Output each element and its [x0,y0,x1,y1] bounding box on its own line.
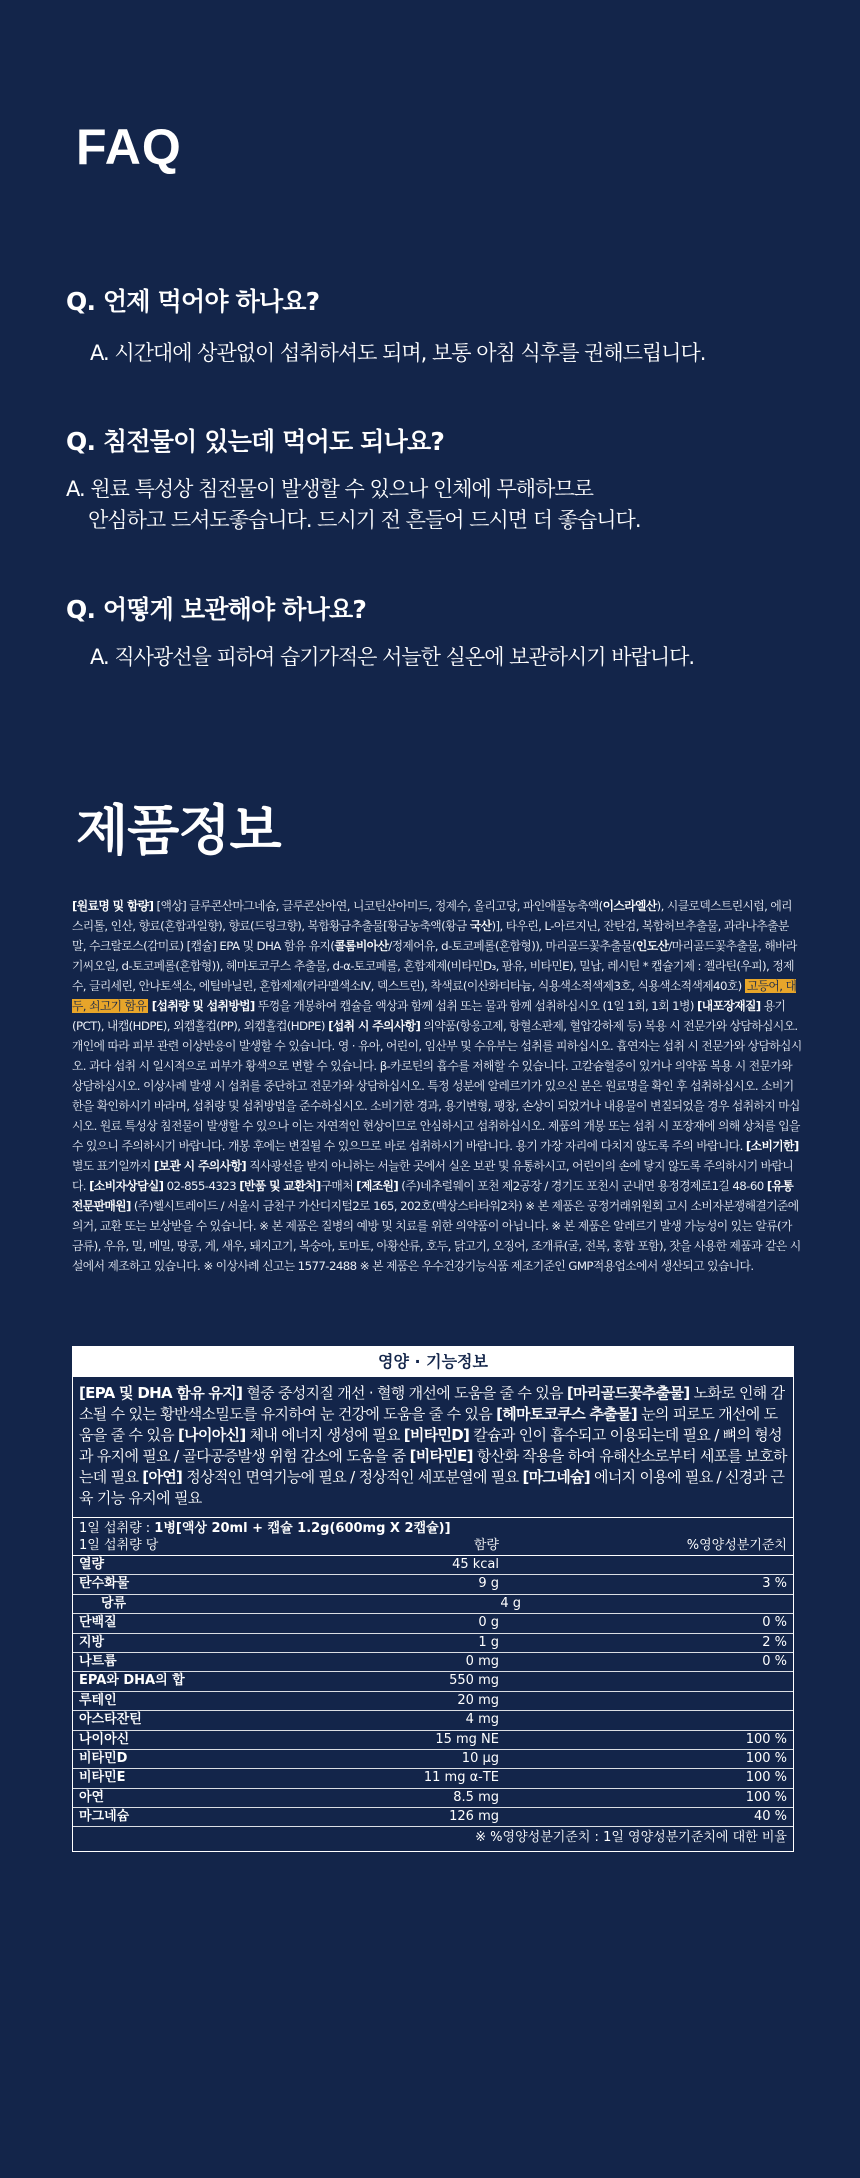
func-text: 혈중 중성지질 개선 · 혈행 개선에 도움을 줄 수 있음 [242,1384,567,1402]
distributor-label: [유통전문판매원] [72,1179,794,1213]
return-text: 구매처 [320,1179,357,1193]
cell-pct: 100 % [745,1789,787,1805]
origin-korea: 국산 [469,919,492,933]
ingredients-label: [원료명 및 함량] [72,899,154,913]
cell-name: 비타민E [79,1770,126,1786]
packaging-text: 용기(PCT), 내캡(HDPE), 외캡홀컵(PP), 외캡홀컵(HDPE) [72,999,786,1033]
nutrition-rows [73,1556,793,1827]
cell-pct: 2 % [762,1634,787,1650]
nutrition-title: 영양 · 기능정보 [73,1347,793,1377]
packaging-label: [내포장재질] [697,999,761,1013]
faq-heading: FAQ [76,119,182,175]
faq-answer [66,338,826,369]
allergen-highlight: 고등어, 대두, 쇠고기 함유 [72,979,797,1013]
func-label: [비타민D] [403,1426,470,1444]
cell-pct: 100 % [745,1750,787,1766]
cell-name: 나이아신 [79,1731,130,1747]
cell-pct [499,1692,787,1710]
maker-text: (주)네추럴웨이 포천 제2공장 / 경기도 포천시 군내면 용정경제로1길 48-60 [398,1179,767,1193]
intake-text: 뚜껑을 개봉하여 캡슐을 액상과 함께 섭취 또는 물과 함께 섭취하십시오 (1일 1회, 1회 1병) [254,999,698,1013]
table-row [73,1808,793,1827]
cell-amt: 126 mg [449,1809,499,1825]
footnote: ※ %영양성분기준치 : 1일 영양성분기준치에 대한 비율 [475,1830,787,1846]
consult-label: [소비자상담실] [89,1179,164,1193]
faq-answer [66,474,826,536]
cell-pct: 0 % [762,1653,787,1669]
cell-amt: 45 kcal [452,1557,499,1572]
ingredients-text: /마리골드꽃추출물, 해바라기씨오일, d-토코페롤(혼합형)), 헤마토코쿠스 추출물, d-α-토코페롤, 혼합제제(비타민D₃, 팜유, 비타민E), 밀납, 레시틴 * 캡슐기제 : 젤라틴(우피), 정제수, 글리세린, 안나토색소, 에틸바닐린, 혼합제제(카라멜색소IV, 덱스트린), 착색료(이산화티타늄, 식용색소적색제3호, 식용색소적색제40호) [72,939,797,993]
ingredients-text: )], 타우린, L-아르지닌, 잔탄검, 복합허브추출물, 과라나추출분말, 수크랄로스(감미료) [캡슐] EPA 및 DHA 함유 유지( [72,919,789,953]
func-label: [마리골드꽃추출물] [566,1384,690,1402]
func-text: 항산화 작용을 하여 유해산소로부터 세포를 보호하는데 필요 [79,1447,787,1486]
nutrition-table [72,1346,794,1852]
func-text: 체내 에너지 생성에 필요 [245,1426,404,1444]
func-label: [헤마토코쿠스 추출물] [496,1405,638,1423]
faq-item [66,282,826,369]
ingredients-text: /정제어유, d-토코페롤(혼합형)), 마리골드꽃추출물( [388,939,636,953]
caution-label: [섭취 시 주의사항] [328,1019,421,1033]
table-row [73,1731,793,1750]
func-text: 노화로 인해 감소될 수 있는 황반색소밀도를 유지하여 눈 건강에 도움을 줄 수 있음 [79,1384,785,1423]
origin-india: 인도산 [635,939,669,953]
functional-info [73,1377,793,1518]
table-row [73,1634,793,1653]
cell-name: 지방 [79,1634,105,1650]
table-row [73,1711,793,1730]
cell-name: 단백질 [79,1615,117,1631]
cell-name: 나트륨 [79,1653,117,1669]
func-text: 칼슘과 인이 흡수되고 이용되는데 필요 / 뼈의 형성과 유지에 필요 / 골다공증발생 위험 감소에 도움을 줌 [79,1426,782,1465]
func-label: [EPA 및 DHA 함유 유지] [79,1384,243,1402]
table-header [73,1537,793,1556]
origin-israel: 이스라엘산 [602,899,657,913]
func-label: [아연] [142,1468,183,1486]
cell-name: 아연 [79,1789,105,1805]
expiry-text: 별도 표기일까지 [72,1159,154,1173]
cell-amt: 550 mg [449,1673,499,1689]
cell-pct [499,1556,787,1574]
table-row [73,1789,793,1808]
func-text: 에너지 이용에 필요 / 신경과 근육 기능 유지에 필요 [79,1468,785,1507]
serving-value: 1병[액상 20ml + 캡슐 1.2g(600mg X 2캡슐)] [154,1521,451,1536]
faq-answer-line: A. 원료 특성상 침전물이 발생할 수 있으나 인체에 무해하므로 [66,477,593,501]
maker-label: [제조원] [356,1179,399,1193]
product-info-text [72,896,802,1276]
faq-question: Q. 침전물이 있는데 먹어도 되나요? [66,427,445,456]
serving-prefix: 1일 섭취량 : [79,1521,155,1536]
table-row [73,1769,793,1788]
cell-amt: 0 g [478,1615,499,1631]
table-row [73,1672,793,1691]
faq-answer [66,642,826,673]
ingredients-text: ), 시클로덱스트린시럽, 에리스리톨, 인산, 향료(혼합과일향), 향료(드링크향), 복합황금추출물[황금농축액(황금 [72,899,792,933]
table-row [73,1750,793,1769]
cell-pct: 100 % [745,1770,787,1786]
cell-amt: 10 μg [461,1750,499,1766]
faq-answer-line: A. 직사광선을 피하여 습기가적은 서늘한 실온에 보관하시기 바랍니다. [90,645,695,669]
cell-pct: 0 % [762,1615,787,1631]
faq-answer-line: 안심하고 드셔도좋습니다. 드시기 전 흔들어 드시면 더 좋습니다. [88,508,641,532]
table-row [73,1692,793,1711]
serving-size [73,1518,793,1537]
cell-name: 탄수화물 [79,1576,130,1592]
cell-pct: 40 % [753,1809,787,1825]
cell-pct: 3 % [762,1576,787,1592]
func-label: [비타민E] [409,1447,473,1465]
table-row [73,1556,793,1575]
header-name: 1일 섭취량 당 [79,1538,159,1553]
faq-question: Q. 언제 먹어야 하나요? [66,287,320,316]
cell-amt: 4 mg [465,1712,499,1728]
cell-pct [499,1711,787,1729]
cell-amt: 8.5 mg [453,1789,499,1805]
cell-pct [499,1672,787,1690]
cell-name: 비타민D [79,1750,128,1766]
cell-name: EPA와 DHA의 합 [79,1673,185,1689]
table-row [73,1595,793,1614]
product-info-title: 제품정보 [76,799,281,862]
storage-label: [보관 시 주의사항] [153,1159,247,1173]
faq-item [66,590,826,673]
faq-item [66,422,826,536]
func-text: 눈의 피로도 개선에 도움을 줄 수 있음 [79,1405,778,1444]
header-amount: 함량 [473,1538,499,1553]
cell-amt: 0 mg [465,1653,499,1669]
header-percent: %영양성분기준치 [686,1538,787,1553]
cell-name: 마그네슘 [79,1809,130,1825]
func-label: [마그네슘] [522,1468,590,1486]
ingredients-text: [액상] 글루콘산마그네슘, 글루콘산아연, 니코틴산아미드, 정제수, 올리고당, 파인애플농축액( [153,899,603,913]
cell-name: 루테인 [79,1692,117,1708]
cell-amt: 15 mg NE [435,1731,499,1747]
func-label: [나이아신] [178,1426,246,1444]
func-text: 정상적인 면역기능에 필요 / 정상적인 세포분열에 필요 [182,1468,523,1486]
return-label: [반품 및 교환처] [239,1179,321,1193]
table-row [73,1575,793,1594]
storage-text: 직사광선을 받지 아니하는 서늘한 곳에서 실온 보관 및 유통하시고, 어린이의 손에 닿지 않도록 주의하시기 바랍니다. [72,1159,794,1193]
cell-pct: 100 % [745,1731,787,1747]
cell-amt: 9 g [478,1576,499,1592]
cell-name: 열량 [79,1557,105,1572]
faq-question: Q. 어떻게 보관해야 하나요? [66,595,367,624]
cell-amt: 11 mg α-TE [423,1770,499,1786]
table-row [73,1614,793,1633]
cell-amt: 4 g [500,1595,521,1611]
table-row [73,1653,793,1672]
cell-pct [521,1595,787,1613]
consult-text: 02-855-4323 [163,1179,240,1193]
origin-colombia: 콜롬비아산 [334,939,389,953]
cell-name: 당류 [101,1595,127,1611]
intake-label: [섭취량 및 섭취방법] [148,999,255,1013]
faq-answer-line: A. 시간대에 상관없이 섭취하셔도 되며, 보통 아침 식후를 권해드립니다. [90,341,706,365]
cell-amt: 1 g [478,1634,499,1650]
expiry-label: [소비기한] [745,1139,799,1153]
cell-name: 아스타잔틴 [79,1712,142,1728]
cell-amt: 20 mg [457,1692,499,1708]
distributor-text: (주)헬시트레이드 / 서울시 금천구 가산디지털2로 165, 202호(백상스타타워2차) ※ 본 제품은 공정거래위원회 고시 소비자분쟁해결기준에 의거, 교환 또는 보상받을 수 있습니다. ※ 본 제품은 질병의 예방 및 치료를 위한 의약품이 아닙니다. ※ 본 제품은 알레르기 발생 가능성이 있는 알류(가금류), 우유, 밀, 메밀, 땅콩, 게, 새우, 돼지고기, 복숭아, 토마토, 아황산류, 호두, 닭고기, 오징어, 조개류(굴, 전복, 홍합 포함), 잣을 사용한 제품과 같은 시설에서 제조하고 있습니다. ※ 이상사례 신고는 1577-2488 ※ 본 제품은 우수건강기능식품 제조기준인 GMP적용업소에서 생산되고 있습니다. [72,1199,801,1273]
caution-text: 의약품(항응고제, 항혈소판제, 혈압강하제 등) 복용 시 전문가와 상담하십시오. 개인에 따라 피부 관련 이상반응이 발생할 수 있습니다. 영 · 유아, 어린이, 임산부 및 수유부는 섭취를 피하십시오. 흡연자는 섭취 시 전문가와 상담하십시오. 과다 섭취 시 일시적으로 피부가 황색으로 변할 수 있습니다. β-카로틴의 흡수를 저해할 수 있습니다. 고칼슘혈증이 있거나 의약품 복용 시 전문가와 상담하십시오. 이상사례 발생 시 섭취를 중단하고 전문가와 상담하십시오. 특정 성분에 알레르기가 있으신 분은 원료명을 확인 후 섭취하십시오. 소비기한을 확인하시기 바라며, 섭취량 및 섭취방법을 준수하십시오. 소비기한 경과, 용기변형, 팽창, 손상이 되었거나 내용물이 변질되었을 경우 섭취하지 마십시오. 원료 특성상 침전물이 발생할 수 있으나 이는 자연적인 현상이므로 안심하시고 섭취하십시오. 제품의 개봉 또는 섭취 시 포장재에 의해 상처를 입을 수 있으니 주의하시기 바랍니다. 개봉 후에는 변질될 수 있으므로 바로 섭취하시기 바랍니다. 용기 가장 자리에 다치지 않도록 주의 바랍니다. [72,1019,802,1153]
